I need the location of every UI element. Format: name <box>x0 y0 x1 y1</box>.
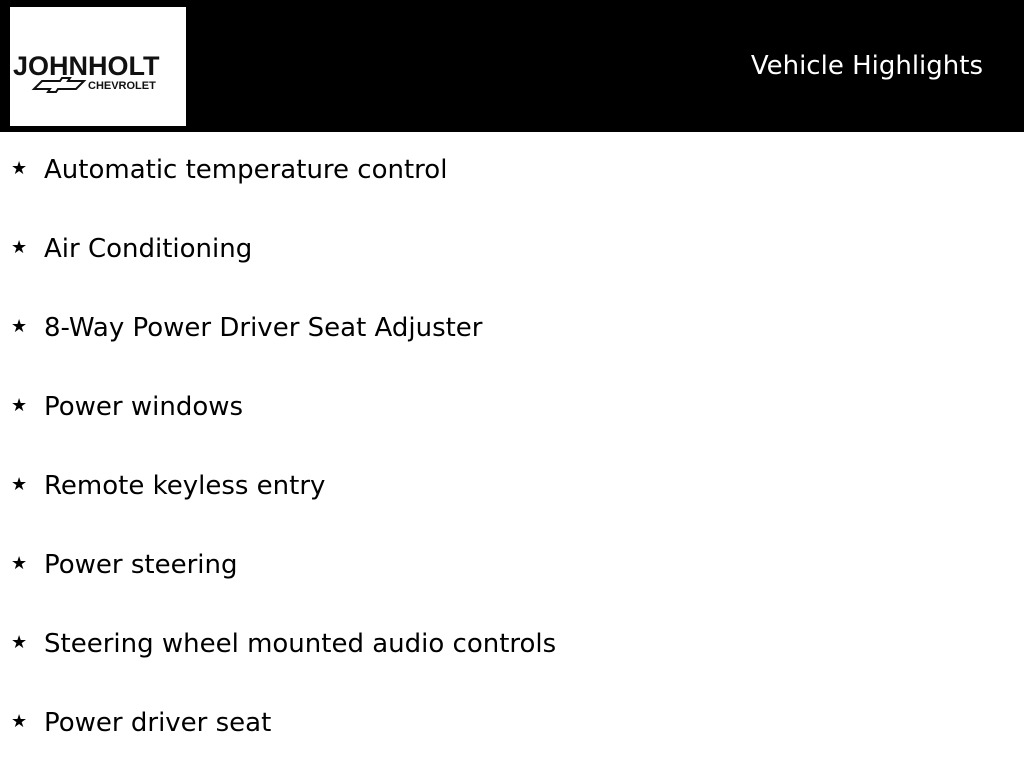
highlight-label: Power driver seat <box>44 708 272 738</box>
header-bar <box>0 0 1024 132</box>
logo-sub: CHEVROLET <box>88 80 156 92</box>
list-item <box>0 290 1024 369</box>
chevrolet-bowtie-logo <box>10 7 186 126</box>
star-icon: ★ <box>11 158 28 179</box>
page-title: Vehicle Highlights <box>750 51 983 81</box>
star-icon: ★ <box>11 711 28 732</box>
list-item <box>0 132 1024 211</box>
list-item <box>0 448 1024 527</box>
star-icon: ★ <box>11 316 28 337</box>
highlight-label: Remote keyless entry <box>44 471 326 501</box>
list-item <box>0 606 1024 685</box>
star-icon: ★ <box>11 632 28 653</box>
list-item <box>0 369 1024 448</box>
list-item <box>0 685 1024 764</box>
highlight-label: 8-Way Power Driver Seat Adjuster <box>44 313 483 343</box>
star-icon: ★ <box>11 474 28 495</box>
highlight-label: Automatic temperature control <box>44 155 448 185</box>
highlight-label: Power windows <box>44 392 244 422</box>
star-icon: ★ <box>11 237 28 258</box>
highlight-label: Air Conditioning <box>44 234 253 264</box>
bowtie-shape <box>34 78 84 92</box>
logo-name: JOHNHOLT <box>13 51 160 81</box>
star-icon: ★ <box>11 553 28 574</box>
list-item <box>0 527 1024 606</box>
star-icon: ★ <box>11 395 28 416</box>
highlight-label: Steering wheel mounted audio controls <box>44 629 557 659</box>
dealer-logo <box>10 7 186 126</box>
list-item <box>0 211 1024 290</box>
highlight-label: Power steering <box>44 550 238 580</box>
